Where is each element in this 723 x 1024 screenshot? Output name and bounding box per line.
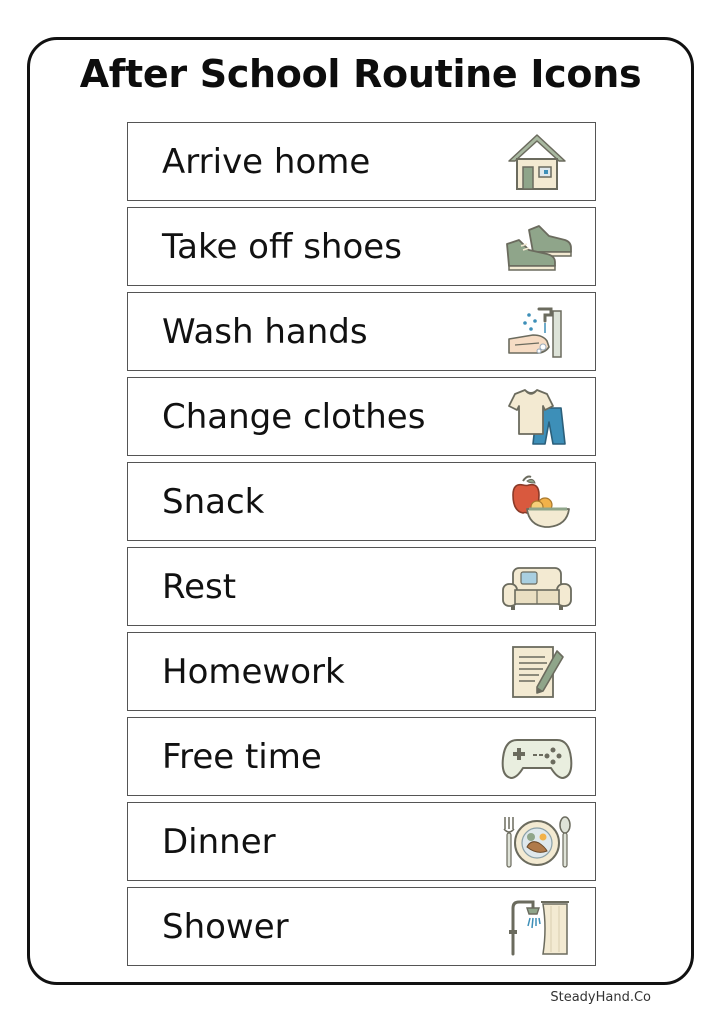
list-item — [127, 122, 596, 201]
homework-icon — [499, 641, 575, 703]
shoes-icon — [499, 216, 575, 278]
routine-item-label: Take off shoes — [162, 227, 402, 267]
list-item — [127, 717, 596, 796]
list-item — [127, 462, 596, 541]
list-item — [127, 802, 596, 881]
footer-brand: SteadyHand.Co — [550, 990, 651, 1005]
dinner-plate-icon — [499, 811, 575, 873]
routine-item-label: Arrive home — [162, 142, 371, 182]
snack-icon — [499, 471, 575, 533]
list-item — [127, 547, 596, 626]
routine-item-label: Shower — [162, 907, 289, 947]
game-controller-icon — [499, 726, 575, 788]
routine-item-label: Free time — [162, 737, 322, 777]
shower-icon — [499, 896, 575, 958]
routine-item-label: Wash hands — [162, 312, 368, 352]
routine-item-label: Homework — [162, 652, 345, 692]
routine-item-label: Rest — [162, 567, 237, 607]
list-item — [127, 207, 596, 286]
routine-list — [127, 122, 596, 972]
list-item — [127, 632, 596, 711]
clothes-icon — [499, 386, 575, 448]
list-item — [127, 292, 596, 371]
page-title: After School Routine Icons — [79, 52, 642, 96]
wash-hands-icon — [499, 301, 575, 363]
list-item — [127, 887, 596, 966]
sofa-icon — [499, 556, 575, 618]
house-icon — [499, 131, 575, 193]
routine-item-label: Change clothes — [162, 397, 426, 437]
routine-item-label: Snack — [162, 482, 265, 522]
list-item — [127, 377, 596, 456]
routine-item-label: Dinner — [162, 822, 276, 862]
